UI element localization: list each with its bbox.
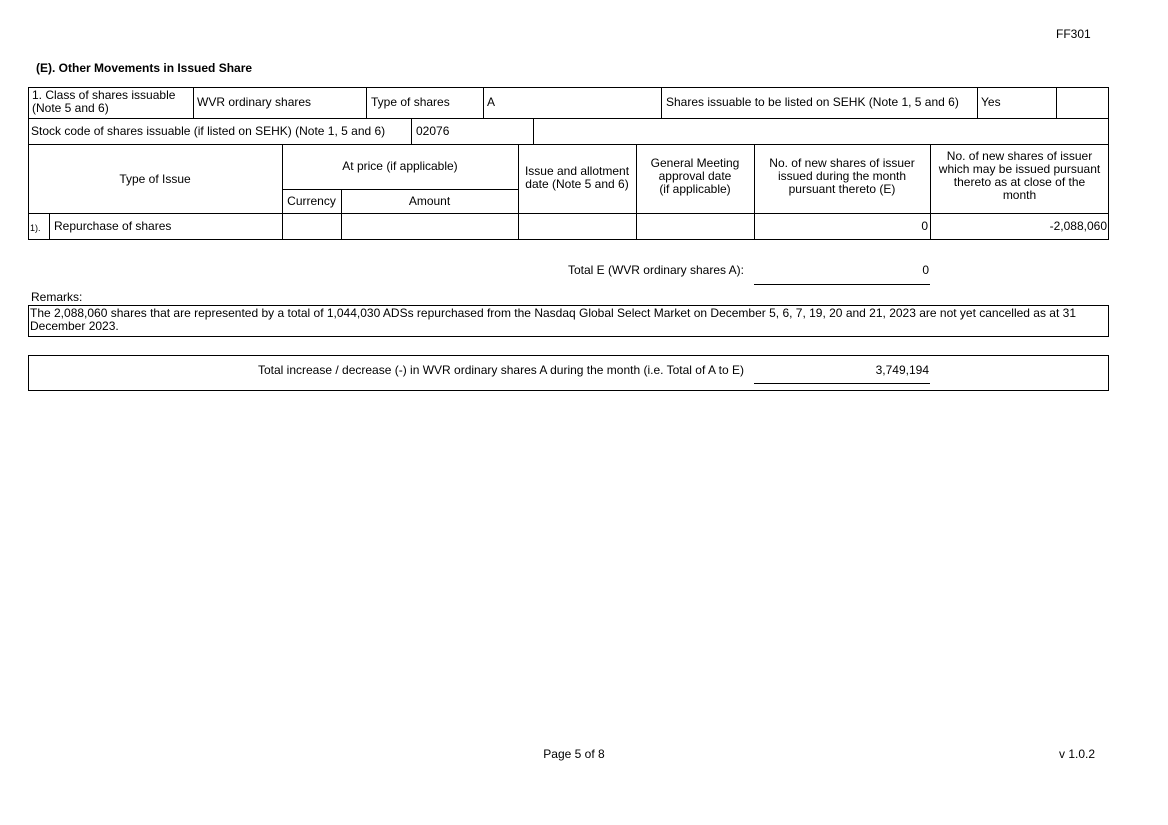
row-issued-close: -2,088,060 [1049, 219, 1107, 233]
section-title: (E). Other Movements in Issued Share [36, 61, 253, 75]
type-value: A [487, 95, 496, 109]
stock-code-value: 02076 [416, 124, 450, 138]
remarks-text: The 2,088,060 shares that are represented by a total of 1,044,030 ADSs repurchased from the Nasdaq Global Select Market on December 5, 6, 7, 19, 20 and 21, 2023 are not yet cancelled as at 31 December 2023. [30, 306, 1076, 333]
sehk-label: Shares issuable to be listed on SEHK (Note 1, 5 and 6) [666, 95, 959, 109]
total-e-underline [754, 284, 930, 285]
header-type-of-issue: Type of Issue [119, 172, 191, 186]
header-new-shares-month: No. of new shares of issuer issued during the month pursuant thereto (E) [769, 156, 915, 196]
total-change-underline [754, 383, 930, 384]
total-change-value: 3,749,194 [875, 363, 929, 377]
header-new-shares-close: No. of new shares of issuer which may be issued pursuant thereto as at close of the month [938, 149, 1101, 202]
row-type: Repurchase of shares [54, 219, 172, 233]
type-label: Type of shares [371, 95, 450, 109]
form-code: FF301 [1056, 27, 1091, 41]
sehk-value: Yes [981, 95, 1001, 109]
header-currency: Currency [287, 194, 336, 208]
header-issue-date: Issue and allotment date (Note 5 and 6) [524, 164, 630, 191]
total-e-value: 0 [922, 263, 929, 277]
row-index: 1). [30, 223, 41, 233]
page-number: Page 5 of 8 [543, 747, 605, 761]
total-change-label: Total increase / decrease (-) in WVR ordinary shares A during the month (i.e. Total of A to E) [257, 363, 744, 377]
header-at-price: At price (if applicable) [342, 159, 458, 173]
header-amount: Amount [408, 194, 451, 208]
stock-code-label: Stock code of shares issuable (if listed on SEHK) (Note 1, 5 and 6) [31, 124, 386, 138]
remarks-label: Remarks: [31, 290, 83, 304]
version: v 1.0.2 [1059, 747, 1096, 761]
total-e-label: Total E (WVR ordinary shares A): [567, 263, 744, 277]
class-value: WVR ordinary shares [197, 95, 312, 109]
class-label: 1. Class of shares issuable (Note 5 and 6) [32, 88, 176, 115]
row-issued-month: 0 [921, 219, 928, 233]
header-gm-approval: General Meeting approval date (if applicable) [650, 156, 740, 196]
